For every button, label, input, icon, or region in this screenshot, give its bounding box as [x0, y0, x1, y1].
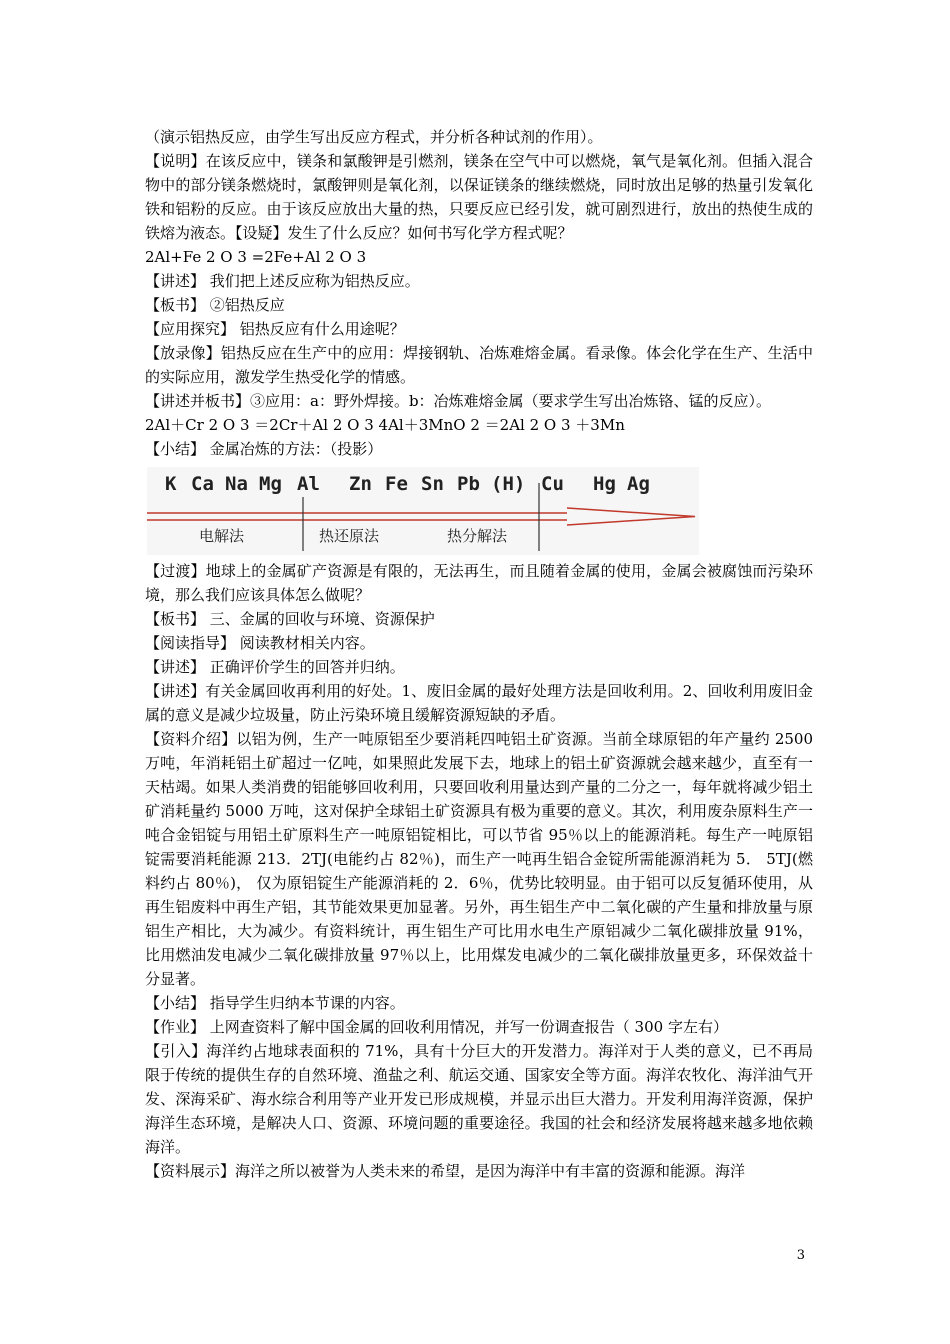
metal-symbol: (H) — [491, 473, 526, 495]
metal-symbol: Ag — [627, 473, 650, 495]
method-label: 电解法 — [199, 527, 245, 545]
equation: 2Al＋Cr 2 O 3 ＝2Cr＋Al 2 O 3 4Al＋3MnO 2 ＝2Al 2 O 3 ＋3Mn — [145, 416, 625, 434]
metal-symbol: Hg — [593, 473, 616, 495]
paragraph: 【过渡】地球上的金属矿产资源是有限的，无法再生，而且随着金属的使用，金属会被腐蚀而污染环境，那么我们应该具体怎么做呢？ — [145, 562, 813, 604]
page-number: 3 — [796, 1248, 805, 1263]
metal-symbol: Sn — [421, 473, 444, 495]
metal-symbol: K — [165, 473, 177, 495]
paragraph: 【说明】在该反应中，镁条和氯酸钾是引燃剂，镁条在空气中可以燃烧，氧气是氧化剂。但插入混合物中的部分镁条燃烧时，氯酸钾则是氧化剂，以保证镁条的继续燃烧，同时放出足够的热量引发氧化铁和铝粉的反应。由于该反应放出大量的热，只要反应已经引发，就可剧烈进行，放出的热使生成的铁熔为液态。【设疑】发生了什么反应？如何书写化学方程式呢？ — [145, 152, 813, 242]
paragraph: 【讲述并板书】③应用：a：野外焊接。b：冶炼难熔金属（要求学生写出冶炼铬、锰的反应）。 — [145, 392, 772, 410]
metal-symbol: Zn — [349, 473, 372, 495]
method-label: 热分解法 — [447, 527, 508, 545]
metal-symbol: Na — [225, 473, 248, 495]
paragraph: 【讲述】 我们把上述反应称为铝热反应。 — [145, 272, 420, 290]
metal-symbol: Fe — [385, 473, 408, 495]
method-label: 热还原法 — [319, 527, 380, 545]
paragraph: 【应用探究】 铝热反应有什么用途呢？ — [145, 320, 405, 338]
paragraph: 【小结】 金属冶炼的方法：（投影） — [145, 440, 383, 458]
paragraph: 【板书】 ②铝热反应 — [145, 296, 285, 314]
paragraph: 【讲述】有关金属回收再利用的好处。1、废旧金属的最好处理方法是回收利用。2、回收利用废旧金属的意义是减少垃圾量，防止污染环境且缓解资源短缺的矛盾。 — [145, 682, 813, 724]
paragraph: 【作业】 上网查资料了解中国金属的回收利用情况，并写一份调查报告（ 300 字左右） — [145, 1018, 728, 1036]
metal-symbol: Pb — [457, 473, 480, 495]
metal-symbol: Al — [297, 473, 320, 495]
paragraph: 【讲述】 正确评价学生的回答并归纳。 — [145, 658, 405, 676]
metal-symbol: Cu — [541, 473, 564, 495]
paragraph: 【放录像】铝热反应在生产中的应用：焊接钢轨、冶炼难熔金属。看录像。体会化学在生产、生活中的实际应用，激发学生热受化学的情感。 — [145, 344, 813, 386]
metal-series — [165, 473, 657, 495]
metal-symbol: Ca — [191, 473, 214, 495]
paragraph: 【阅读指导】 阅读教材相关内容。 — [145, 634, 375, 652]
paragraph: 【小结】 指导学生归纳本节课的内容。 — [145, 994, 405, 1012]
paragraph: 【资料介绍】以铝为例，生产一吨原铝至少要消耗四吨铝土矿资源。当前全球原铝的年产量约 2500 万吨，年消耗铝土矿超过一亿吨，如果照此发展下去，地球上的铝土矿资源就会越来越少，直至有一天枯竭。如果人类消费的铝能够回收利用，只要回收利用量达到产量的二分之一，每年就将减少铝土矿消耗量约 5000 万吨，这对保护全球铝土矿资源具有极为重要的意义。其次，利用废杂原料生产一吨合金铝锭与用铝土矿原料生产一吨原铝锭相比，可以节省 95％以上的能源消耗。每生产一吨原铝锭需要消耗能源 213．2TJ(电能约占 82％)，而生产一吨再生铝合金锭所需能源消耗为 5． 5TJ(燃料约占 80％)， 仅为原铝锭生产能源消耗的 2．6％，优势比较明显。由于铝可以反复循环使用，从再生铝废料中再生产铝，其节能效果更加显著。另外，再生铝生产中二氧化碳的产生量和排放量与原铝生产相比，大为减少。有资料统计，再生铝生产可比用水电生产原铝减少二氧化碳排放量 91%，比用燃油发电减少二氧化碳排放量 97％以上，比用煤发电减少的二氧化碳排放量更多，环保效益十分显著。 — [145, 730, 813, 988]
metal-activity-series-figure — [147, 467, 699, 555]
equation: 2Al+Fe 2 O 3 =2Fe+Al 2 O 3 — [145, 248, 367, 266]
paragraph: 【资料展示】海洋之所以被誉为人类未来的希望，是因为海洋中有丰富的资源和能源。海洋 — [145, 1162, 746, 1180]
document-body — [145, 125, 813, 1183]
paragraph: （演示铝热反应，由学生写出反应方程式，并分析各种试剂的作用）。 — [145, 128, 603, 146]
paragraph: 【板书】 三、金属的回收与环境、资源保护 — [145, 610, 435, 628]
metal-symbol: Mg — [259, 473, 282, 495]
paragraph: 【引入】海洋约占地球表面积的 71%，具有十分巨大的开发潜力。海洋对于人类的意义，已不再局限于传统的提供生存的自然环境、渔盐之利、航运交通、国家安全等方面。海洋农牧化、海洋油气开发、深海采矿、海水综合利用等产业开发已形成规模，并显示出巨大潜力。开发利用海洋资源，保护海洋生态环境，是解决人口、资源、环境问题的重要途径。我国的社会和经济发展将越来越多地依赖海洋。 — [145, 1042, 813, 1156]
